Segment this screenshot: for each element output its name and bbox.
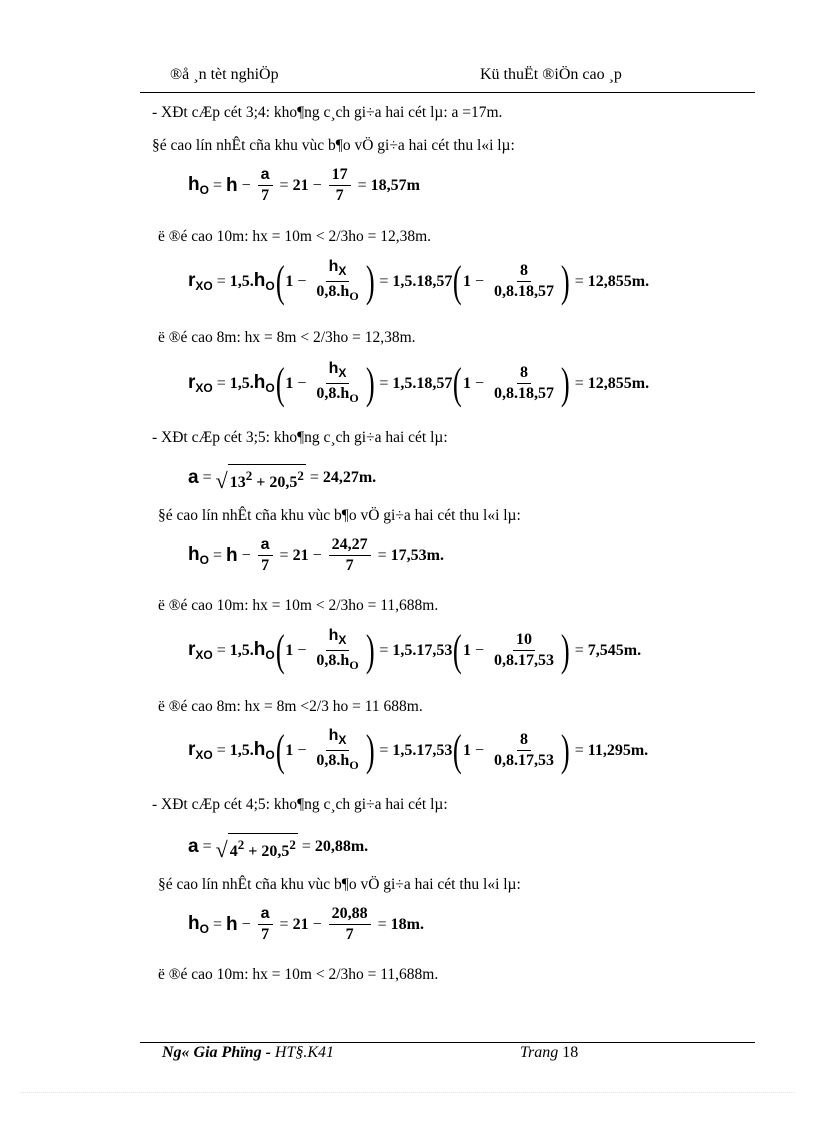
equation-rx0-2: $r_{XO}$ = 1,5 . $h_O$ ( 1 − $\frac{h_X}{0,8.h_O}$ ) = 1,5 . 18,57 ( 1 − $\frac{8}{0,8.18,57}$ ) = 12,855m. [188,358,650,408]
page-footer [140,1042,755,1061]
bottom-divider [20,1092,796,1093]
equation-h0-3: $h_O$ = h − $\frac{a}{7}$ = 21 − $\frac{20,88}{7}$ = 18m. [188,905,424,943]
text-line: §é cao lín nhÊt cña khu vùc b¶o vÖ gi÷a hai cét thu l«i lµ: [158,876,521,893]
equation-rx0-4: $r_{XO}$ = 1,5 . $h_O$ ( 1 − $\frac{h_X}{0,8.h_O}$ ) = 1,5 . 17,53 ( 1 − $\frac{8}{0,8.17,53}$ ) = 11,295m. [188,725,649,775]
footer-author: Ng« Gia Phïng - HT§.K41 [162,1044,335,1061]
text-line: ë ®é cao 8m: hx = 8m <2/3 ho = 11 688m. [158,698,423,715]
equation-h0-1: $h_O$ = h − $\frac{a}{7}$ = 21 − $\frac{17}{7}$ = 18,57m [188,166,420,204]
header-right: Kü thuËt ®iÖn cao ¸p [480,66,622,83]
equation-a-1: a = √ $13^2 + 20,5^2$ = 24,27m. [188,464,376,492]
equation-rx0-1: $r_{XO}$ = 1,5 . $h_O$ ( 1 − $\frac{h_X}{0,8.h_O}$ ) = 1,5 . 18,57 ( 1 − $\frac{8}{0,8.18,57}$ ) = 12,855m. [188,256,650,306]
equation-h0-2: $h_O$ = h − $\frac{a}{7}$ = 21 − $\frac{24,27}{7}$ = 17,53m. [188,536,444,574]
footer-page: Trang 18 [520,1044,579,1061]
text-line: - XÐt cÆp cét 4;5: kho¶ng c¸ch gi÷a hai cét lµ: [152,796,448,813]
text-line: - XÐt cÆp cét 3;4: kho¶ng c¸ch gi÷a hai cét lµ: a =17m. [152,104,503,121]
equation-a-2: a = √ $4^2 + 20,5^2$ = 20,88m. [188,833,368,861]
text-line: ë ®é cao 10m: hx = 10m < 2/3ho = 11,688m. [158,597,439,614]
text-line: - XÐt cÆp cét 3;5: kho¶ng c¸ch gi÷a hai cét lµ: [152,429,448,446]
header-left: ®å ¸n tèt nghiÖp [170,66,279,83]
text-line: ë ®é cao 10m: hx = 10m < 2/3ho = 11,688m. [158,966,439,983]
text-line: ë ®é cao 8m: hx = 8m < 2/3ho = 12,38m. [158,329,416,346]
text-line: §é cao lín nhÊt cña khu vùc b¶o vÖ gi÷a hai cét thu l«i lµ: [158,507,521,524]
equation-rx0-3: $r_{XO}$ = 1,5 . $h_O$ ( 1 − $\frac{h_X}{0,8.h_O}$ ) = 1,5 . 17,53 ( 1 − $\frac{10}{0,8.17,53}$ ) = 7,545m. [188,625,642,675]
page-header [140,66,755,93]
text-line: §é cao lín nhÊt cña khu vùc b¶o vÖ gi÷a hai cét thu l«i lµ: [152,137,515,154]
text-line: ë ®é cao 10m: hx = 10m < 2/3ho = 12,38m. [158,228,432,245]
